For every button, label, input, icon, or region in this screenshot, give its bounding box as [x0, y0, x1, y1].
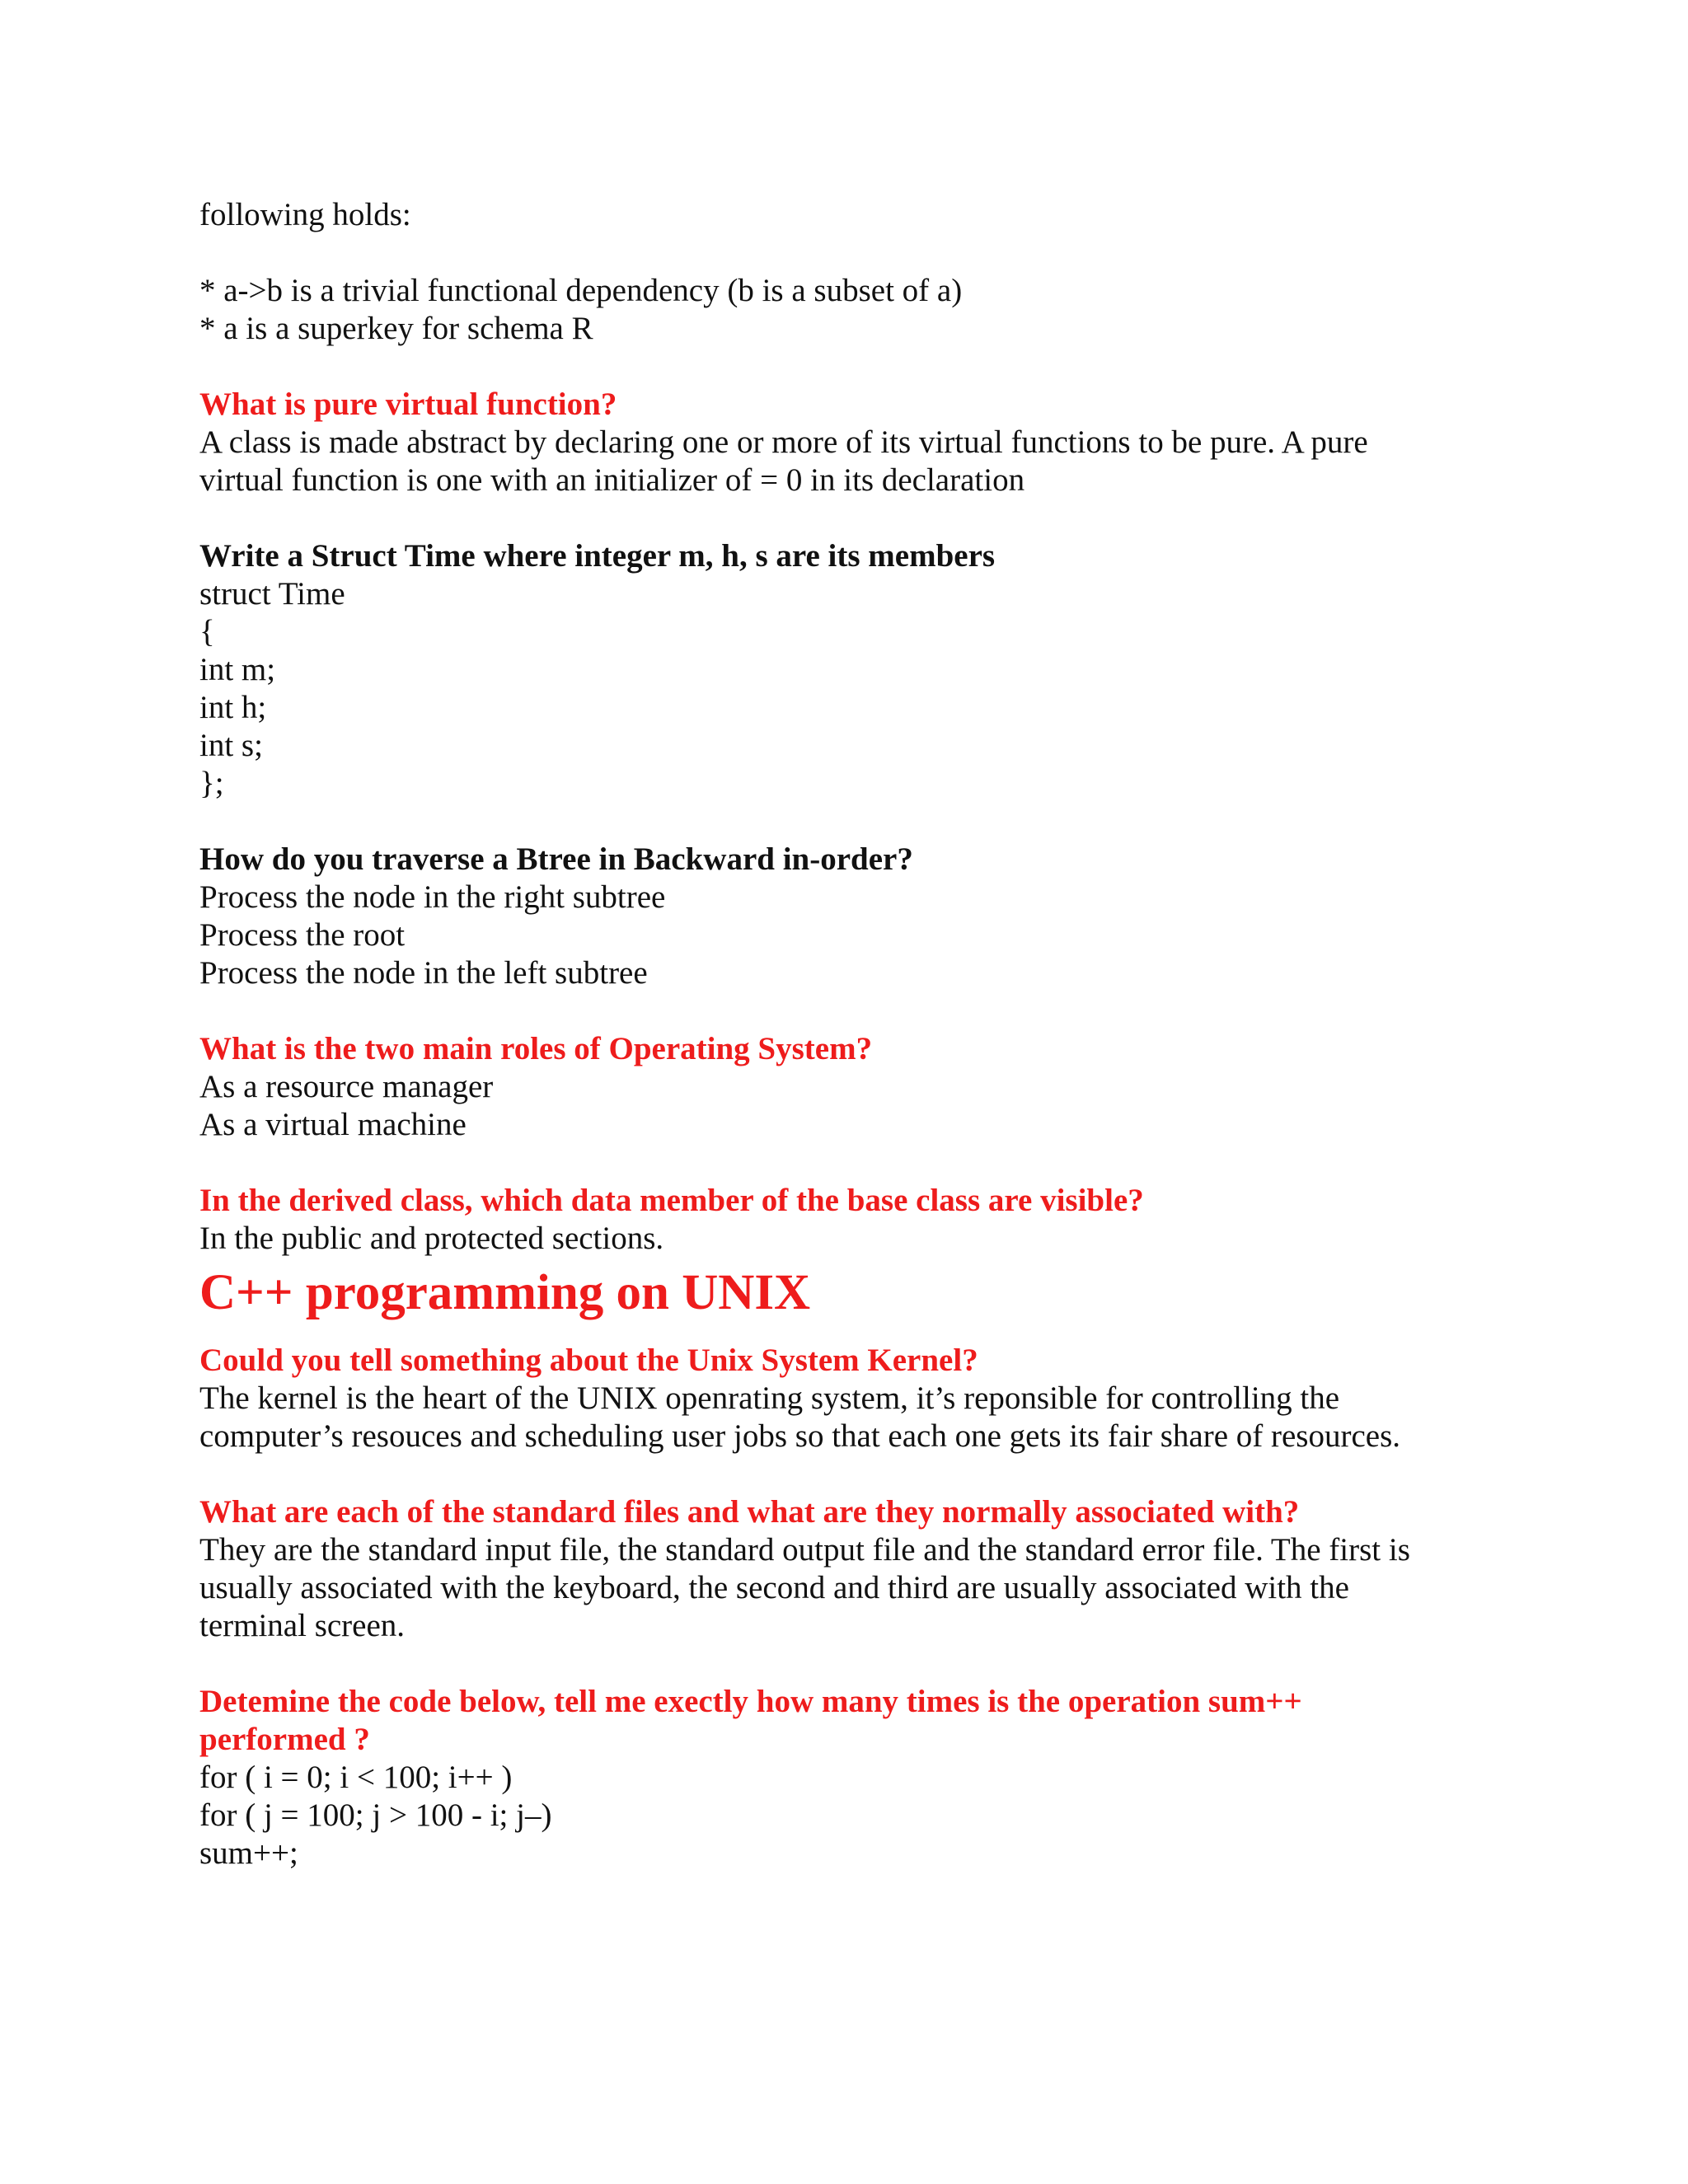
code-line: {	[199, 614, 215, 649]
code-line: int h;	[199, 690, 267, 725]
code-line: struct Time	[199, 576, 345, 612]
answer-line: In the public and protected sections.	[199, 1221, 664, 1256]
code-line: sum++;	[199, 1835, 298, 1871]
answer-line: virtual function is one with an initializer of = 0 in its declaration	[199, 462, 1025, 498]
spacer	[199, 803, 1485, 841]
question-heading: Detemine the code below, tell me exectly how many times is the operation sum++	[199, 1684, 1302, 1719]
question-heading: In the derived class, which data member of the base class are visible?	[199, 1183, 1144, 1218]
question-heading: performed ?	[199, 1722, 370, 1757]
spacer	[199, 1645, 1485, 1683]
answer-line: Process the root	[199, 917, 406, 953]
intro-bullet: * a is a superkey for schema R	[199, 311, 593, 346]
answer-line: computer’s resouces and scheduling user jobs so that each one gets its fair share of resources.	[199, 1418, 1400, 1454]
answer-line: As a resource manager	[199, 1069, 494, 1104]
answer-line: usually associated with the keyboard, the second and third are usually associated with the	[199, 1570, 1349, 1605]
answer-line: As a virtual machine	[199, 1107, 467, 1142]
answer-line: Process the node in the left subtree	[199, 955, 648, 991]
spacer	[199, 499, 1485, 537]
code-line: for ( i = 0; i < 100; i++ )	[199, 1760, 513, 1795]
code-line: for ( j = 100; j > 100 - i; j–)	[199, 1797, 552, 1833]
answer-line: The kernel is the heart of the UNIX openrating system, it’s reponsible for controlling the	[199, 1380, 1340, 1416]
question-heading: Could you tell something about the Unix System Kernel?	[199, 1343, 978, 1378]
answer-line: They are the standard input file, the standard output file and the standard error file. The first is	[199, 1532, 1410, 1568]
question-heading: Write a Struct Time where integer m, h, s are its members	[199, 538, 996, 574]
code-line: int s;	[199, 728, 263, 763]
question-heading: How do you traverse a Btree in Backward in-order?	[199, 841, 913, 877]
spacer	[199, 992, 1485, 1030]
intro-lead: following holds:	[199, 197, 411, 232]
code-line: };	[199, 766, 224, 801]
spacer	[199, 234, 1485, 272]
section-title: C++ programming on UNIX	[199, 1265, 811, 1320]
document-page	[199, 196, 1485, 1872]
spacer	[199, 348, 1485, 386]
spacer	[199, 1144, 1485, 1182]
code-line: int m;	[199, 652, 276, 687]
question-heading: What is the two main roles of Operating System?	[199, 1031, 873, 1066]
question-heading: What are each of the standard files and what are they normally associated with?	[199, 1494, 1300, 1530]
spacer	[199, 1455, 1485, 1493]
intro-bullet: * a->b is a trivial functional dependency (b is a subset of a)	[199, 273, 963, 308]
answer-line: Process the node in the right subtree	[199, 879, 666, 915]
question-heading: What is pure virtual function?	[199, 387, 617, 422]
answer-line: A class is made abstract by declaring one or more of its virtual functions to be pure. A pure	[199, 424, 1368, 460]
answer-line: terminal screen.	[199, 1608, 406, 1643]
